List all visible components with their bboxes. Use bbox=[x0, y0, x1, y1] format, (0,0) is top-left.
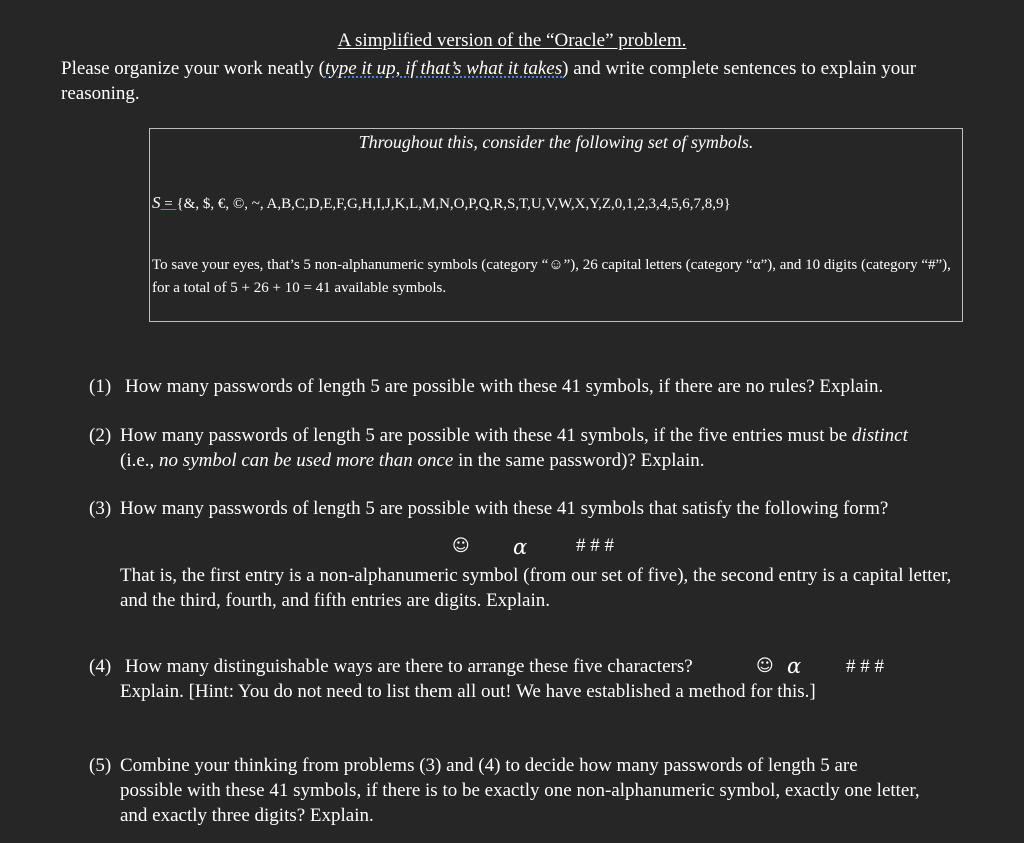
instructions-italic: type it up, if that’s what it takes bbox=[324, 58, 563, 79]
question-1 bbox=[89, 374, 969, 399]
instructions bbox=[61, 56, 961, 106]
instructions-text-end: ) and write complete sentences to explain your reasoning. bbox=[61, 58, 917, 104]
q3-pattern bbox=[452, 535, 614, 559]
set-equals: = bbox=[160, 196, 177, 212]
symbol-set-box bbox=[149, 128, 963, 322]
question-text: How many passwords of length 5 are possible with these 41 symbols that satisfy the following form? bbox=[120, 498, 889, 519]
question-text: How many passwords of length 5 are possible with these 41 symbols, if there are no rules? Explain. bbox=[125, 376, 884, 397]
alpha-symbol: α bbox=[787, 654, 802, 678]
question-number: (5) bbox=[89, 755, 112, 776]
q2-line2-end: in the same password)? Explain. bbox=[453, 450, 705, 471]
question-text: How many distinguishable ways are there to arrange these five characters? bbox=[125, 656, 693, 677]
page-title: A simplified version of the “Oracle” problem. bbox=[337, 30, 687, 51]
q2-line2-italic: no symbol can be used more than once bbox=[159, 450, 454, 471]
question-number: (2) bbox=[89, 425, 112, 446]
question-number: (1) bbox=[89, 376, 112, 397]
set-variable: S bbox=[152, 193, 161, 212]
set-values: {&, $, €, ©, ~, A,B,C,D,E,F,G,H,I,J,K,L,M,N,O,P,Q,R,S,T,U,V,W,X,Y,Z,0,1,2,3,4,5,6,7,8,9} bbox=[176, 196, 731, 212]
question-4 bbox=[89, 654, 989, 679]
question-5 bbox=[89, 753, 989, 828]
digits-symbol: # # # bbox=[576, 535, 614, 556]
question-text: Combine your thinking from problems (3) and (4) to decide how many passwords of length 5 are possible with these 41 symbols, if there is to be exactly one non-alphanumeric symbol, exactly one letter, and exactly three digits? Explain. bbox=[120, 755, 920, 826]
question-number: (4) bbox=[89, 656, 112, 677]
set-summary: To save your eyes, that’s 5 non-alphanumeric symbols (category “☺”), 26 capital letters (category “α”), and 10 digits (category “#”), for a total of 5 + 26 + 10 = 41 available symbols. bbox=[152, 257, 951, 296]
q3-explanation: That is, the first entry is a non-alphanumeric symbol (from our set of five), the second entry is a capital letter, and the third, fourth, and fifth entries are digits. Explain. bbox=[120, 565, 952, 611]
question-number: (3) bbox=[89, 498, 112, 519]
smiley-icon: ☺ bbox=[756, 656, 774, 676]
instructions-text-start: Please organize your work neatly ( bbox=[61, 58, 325, 79]
q2-line2-start: (i.e., bbox=[120, 450, 160, 471]
q2-distinct: distinct bbox=[851, 425, 908, 446]
question-3 bbox=[89, 496, 989, 521]
digits-symbol: # # # bbox=[846, 656, 884, 677]
box-heading: Throughout this, consider the following set of symbols. bbox=[358, 132, 754, 152]
q2-line1: How many passwords of length 5 are possible with these 41 symbols, if the five entries must be bbox=[120, 425, 852, 446]
smiley-icon: ☺ bbox=[452, 536, 470, 556]
set-definition bbox=[152, 193, 731, 213]
question-2 bbox=[89, 423, 989, 473]
question-text bbox=[120, 423, 980, 473]
q4-explanation: Explain. [Hint: You do not need to list them all out! We have established a method for this.] bbox=[120, 681, 816, 702]
alpha-symbol: α bbox=[513, 535, 528, 559]
